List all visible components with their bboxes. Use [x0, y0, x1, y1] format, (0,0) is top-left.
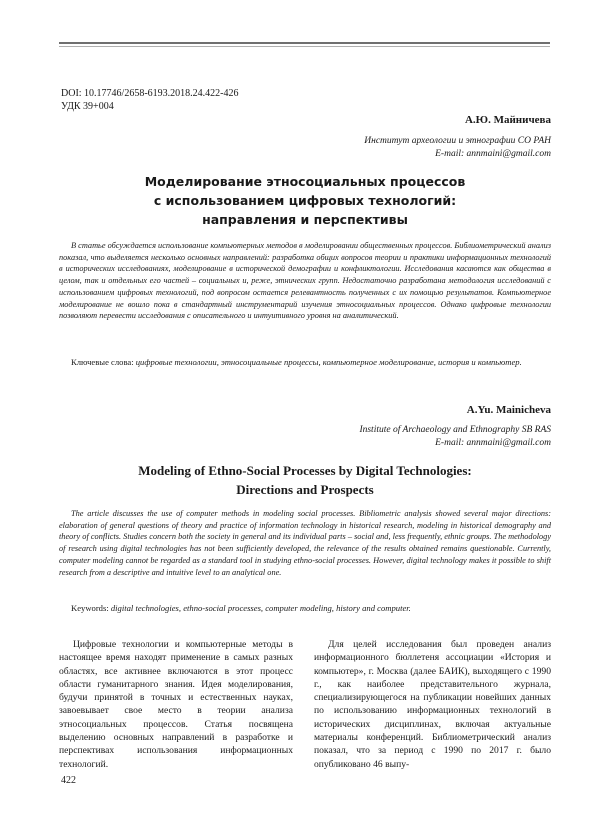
keywords-list-en: digital technologies, ethno-social processes, computer modeling, history and computer. [110, 603, 411, 613]
keywords-ru [59, 356, 551, 368]
affiliation-en: Institute of Archaeology and Ethnography SB RAS [359, 425, 551, 435]
title-en-line: Directions and Prospects [236, 482, 374, 497]
page-number: 422 [61, 775, 76, 786]
email-ru: E-mail: annmaini@gmail.com [435, 149, 551, 159]
author-name-en: A.Yu. Mainicheva [466, 404, 551, 416]
top-rule-thin [59, 46, 550, 47]
doi-line: DOI: 10.17746/2658-6193.2018.24.422-426 [61, 88, 239, 99]
keywords-label-ru: Ключевые слова: [71, 357, 134, 367]
keywords-label-en: Keywords: [71, 603, 109, 613]
email-en: E-mail: annmaini@gmail.com [435, 438, 551, 448]
title-ru-line: с использованием цифровых технологий: [153, 193, 457, 208]
author-name-ru: А.Ю. Майничева [464, 114, 551, 126]
title-en-line: Modeling of Ethno-Social Processes by Digital Technologies: [138, 463, 472, 478]
affiliation-ru: Институт археологии и этнографии СО РАН [364, 136, 551, 146]
top-rule-thick [59, 42, 550, 44]
article-title-ru [59, 172, 551, 229]
keywords-en [59, 602, 551, 614]
keywords-list-ru: цифровые технологии, этносоциальные процессы, компьютерное моделирование, история и компьютер. [135, 357, 522, 367]
udk-line: УДК 39+004 [61, 101, 114, 112]
body-left-column: Цифровые технологии и компьютерные методы в настоящее время находят применение в самых разных областях, все активнее включаются в этот процесс области гуманитарного знания. Идея моделирования, будучи принятой в точных и естественных науках, завоевывает свое место в теории анализа этносоциальных процессов. Статья посвящена выделению основных направлений в разработке и перспективах использования информационных технологий. [59, 639, 293, 770]
article-title-en [59, 461, 551, 499]
abstract-en: The article discusses the use of computer methods in modeling social processes. Bibliometric analysis showed several major directions: elaboration of general questions of theory and practice of information technology in historical research, modeling in historical demography and theory of conflicts. Studies concern both the society in general and its individual parts – social and, less frequently, ethnic groups. The methodology of research using digital technologies has not been sufficiently developed, the relevance of the results obtained remains questionable. Currently, computer modeling cannot be regarded as a standard tool in studying ethno-social processes. However, digital technology makes it possible to shift research from a descriptive and intuitive level to an analytical one. [59, 509, 551, 577]
abstract-ru: В статье обсуждается использование компьютерных методов в моделировании общественных процессов. Библиометрический анализ показал, что выделяется несколько основных направлений: разработка общих вопросов теории и практики информационных технологий в исторических исследованиях, моделирование в исторической демографии и конфликтологии. Исследования касаются как общества в целом, так и отдельных его частей – социальных и, реже, этнических групп. Недостаточно разработана методология исследований с использованием цифровых технологий, под вопросом остается релевантность полученных с их помощью результатов. Компьютерное моделирование не вошло пока в стандартный инструментарий изучения этносоциальных процессов. Однако цифровые технологии позволяют перевести исследования с описательного и интуитивного уровня на аналитический. [59, 241, 551, 321]
body-right-column: Для целей исследования был проведен анализ информационного бюллетеня ассоциации «История и компьютер», г. Москва (далее БАИК), выходящего с 1990 г., как наиболее представительного журнала, специализирующегося на публикации новейших данных по использованию информационных технологий в исторических дисциплинах, включая актуальные материалы конференций. Библиометрический анализ показал, что за период с 1990 по 2017 г. было опубликовано 46 выпу- [314, 639, 551, 770]
title-ru-line: Моделирование этносоциальных процессов [144, 174, 466, 189]
title-ru-line: направления и перспективы [202, 212, 408, 227]
